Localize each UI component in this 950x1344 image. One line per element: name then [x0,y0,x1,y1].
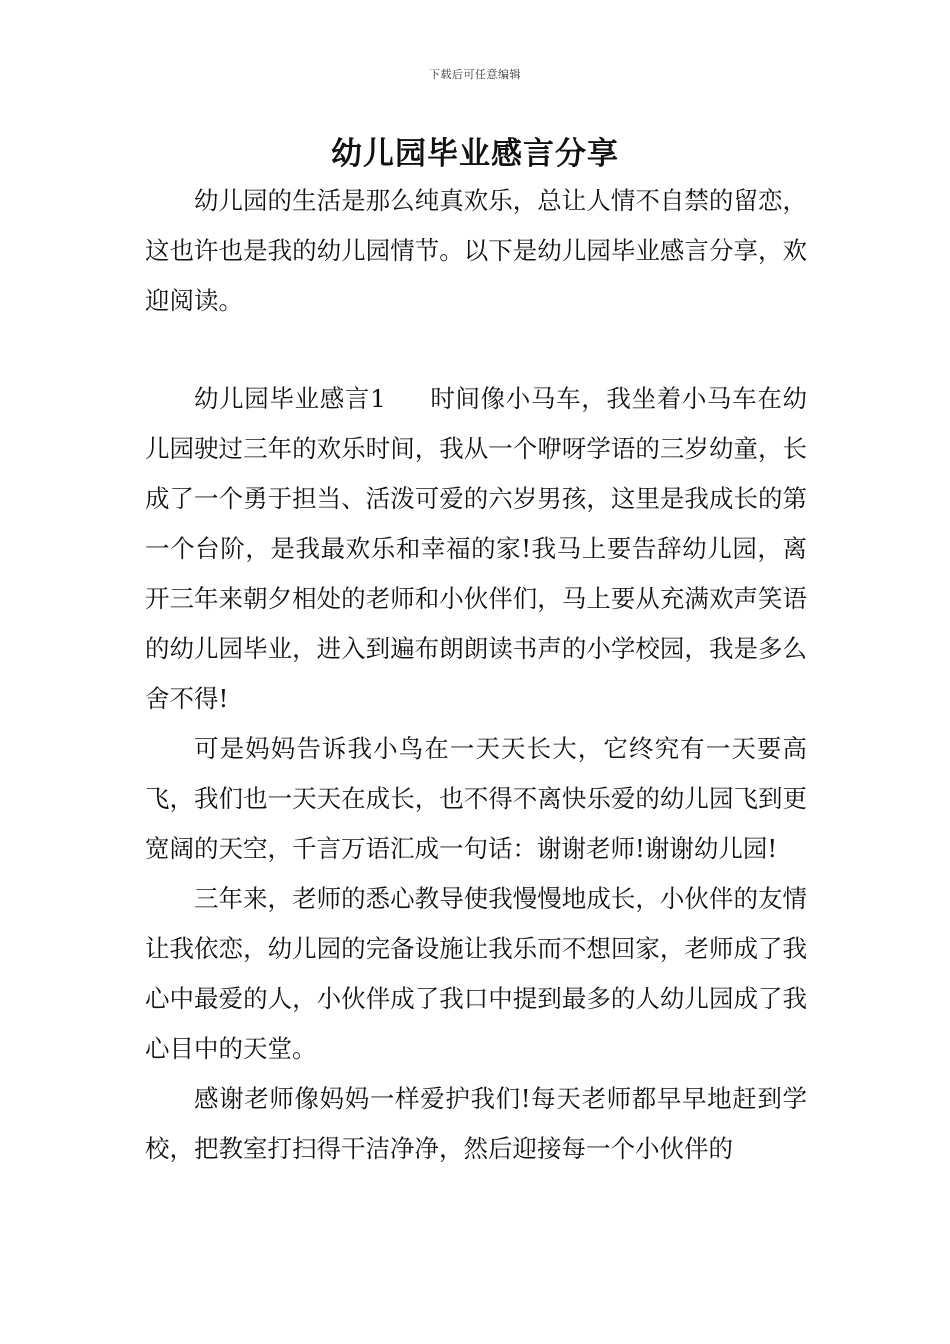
section1-heading: 幼儿园毕业感言1 [194,384,386,413]
intro-block [145,176,807,326]
paragraph-1-text: 时间像小马车，我坐着小马车在幼儿园驶过三年的欢乐时间，我从一个咿呀学语的三岁幼童，长成了一个勇于担当、活泼可爱的六岁男孩，这里是我成长的第一个台阶，是我最欢乐和幸福的家!我马上要告辞幼儿园，离开三年来朝夕相处的老师和小伙伴们，马上要从充满欢声笑语的幼儿园毕业，进入到遍布朗朗读书声的小学校园，我是多么舍不得! [145,384,807,713]
intro-paragraph: 幼儿园的生活是那么纯真欢乐，总让人情不自禁的留恋，这也许也是我的幼儿园情节。以下是幼儿园毕业感言分享，欢迎阅读。 [145,186,807,315]
section1-paragraph [145,374,807,724]
paragraph-3: 三年来，老师的悉心教导使我慢慢地成长，小伙伴的友情让我依恋，幼儿园的完备设施让我乐而不想回家，老师成了我心中最爱的人，小伙伴成了我口中提到最多的人幼儿园成了我心目中的天堂。 [145,884,807,1063]
paragraph-4: 感谢老师像妈妈一样爱护我们!每天老师都早早地赶到学校，把教室打扫得干洁净净，然后迎接每一个小伙伴的 [145,1084,807,1163]
paragraph-2: 可是妈妈告诉我小鸟在一天天长大，它终究有一天要高飞，我们也一天天在成长，也不得不离快乐爱的幼儿园飞到更宽阔的天空，千言万语汇成一句话：谢谢老师!谢谢幼儿园! [145,734,807,863]
header-note: 下载后可任意编辑 [429,68,521,81]
page-title: 幼儿园毕业感言分享 [331,136,619,172]
main-content [145,374,807,1174]
